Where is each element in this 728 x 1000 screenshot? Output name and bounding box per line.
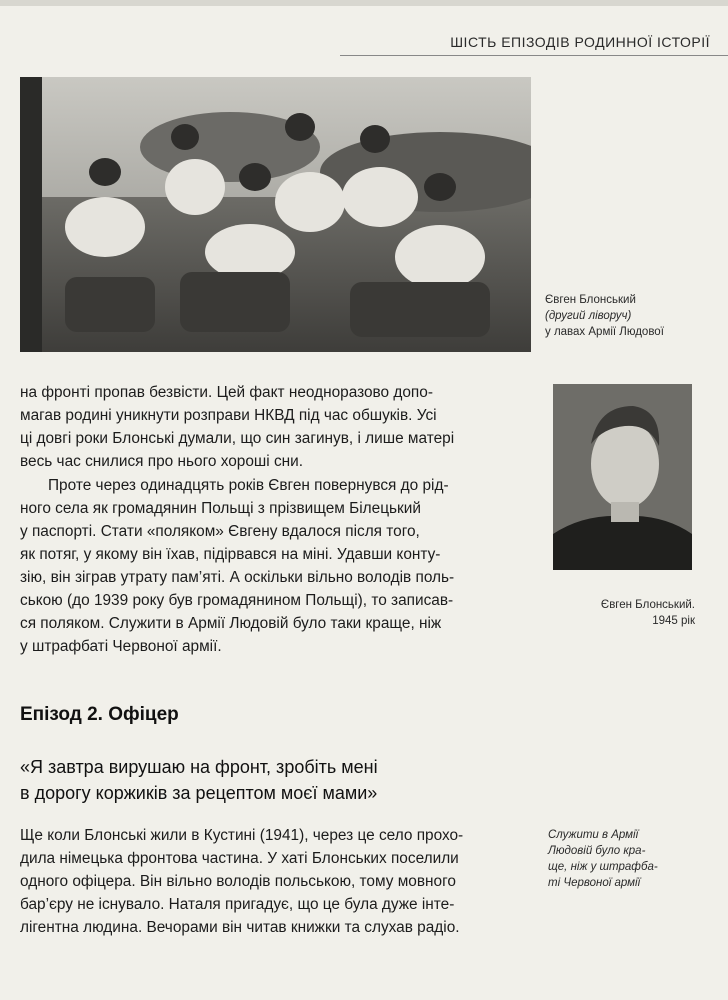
- margin-note: [548, 827, 708, 891]
- text-line: у паспорті. Стати «поляком» Євгену вдалося після того,: [20, 523, 420, 540]
- text-line: ся поляком. Служити в Армії Людовій було таки краще, ніж: [20, 615, 442, 632]
- paragraph: [20, 381, 536, 473]
- section-heading: Епізод 2. Офіцер: [20, 704, 179, 725]
- text-line: бар’єру не існувало. Наталя пригадує, що це була дуже інте-: [20, 896, 455, 913]
- note-line: ті Червоної армії: [548, 877, 641, 889]
- caption-line: у лавах Армії Людової: [545, 326, 664, 338]
- text-line: весь час снилися про нього хороші сни.: [20, 453, 304, 470]
- portrait-photo-image: [553, 384, 692, 570]
- text-line: одного офіцера. Він вільно володів польською, тому мовного: [20, 873, 456, 890]
- quote-line: в дорогу коржиків за рецептом моєї мами»: [20, 783, 378, 803]
- portrait-photo: [553, 384, 692, 570]
- text-line: дила німецька фронтова частина. У хаті Блонських поселили: [20, 850, 459, 867]
- text-line: Проте через одинадцять років Євген повернувся до рід-: [48, 477, 449, 494]
- text-line: у штрафбаті Червоної армії.: [20, 638, 222, 655]
- note-line: Служити в Армії: [548, 829, 639, 841]
- header-rule: [340, 55, 728, 56]
- text-line: лігентна людина. Вечорами він читав книжки та слухав радіо.: [20, 919, 460, 936]
- text-line: магав родині уникнути розправи НКВД під час обшуків. Усі: [20, 407, 437, 424]
- text-line: на фронті пропав безвісти. Цей факт неодноразово допо-: [20, 384, 433, 401]
- text-line: ською (до 1939 року був громадянином Польщі), то записав-: [20, 592, 454, 609]
- paragraph: [20, 824, 532, 939]
- caption-line: 1945 рік: [652, 615, 695, 627]
- caption-line: Євген Блонський: [545, 294, 636, 306]
- caption-line: (другий ліворуч): [545, 310, 632, 322]
- text-line: ці довгі роки Блонські думали, що син загинув, і лише матері: [20, 430, 455, 447]
- note-line: Людовій було кра-: [548, 845, 646, 857]
- caption-line: Євген Блонський.: [600, 599, 695, 611]
- quote-line: «Я завтра вирушаю на фронт, зробіть мені: [20, 757, 378, 777]
- group-photo: [20, 77, 531, 352]
- group-photo-image: [20, 77, 531, 352]
- text-line: як потяг, у якому він їхав, підірвався на міні. Удавши конту-: [20, 546, 441, 563]
- portrait-caption: [560, 597, 695, 629]
- group-photo-caption: [545, 292, 695, 340]
- running-title: ШІСТЬ ЕПІЗОДІВ РОДИННОЇ ІСТОРІЇ: [450, 34, 710, 50]
- text-line: ного села як громадянин Польщі з прізвищем Білецький: [20, 500, 421, 517]
- text-line: Ще коли Блонські жили в Кустині (1941), через це село прохо-: [20, 827, 464, 844]
- text-line: зію, він зіграв утрату пам’яті. А оскільки вільно володів поль-: [20, 569, 455, 586]
- paragraph: [20, 474, 536, 658]
- page-top-edge: [0, 0, 728, 6]
- note-line: ще, ніж у штрафба-: [548, 861, 658, 873]
- epigraph-quote: [20, 754, 540, 806]
